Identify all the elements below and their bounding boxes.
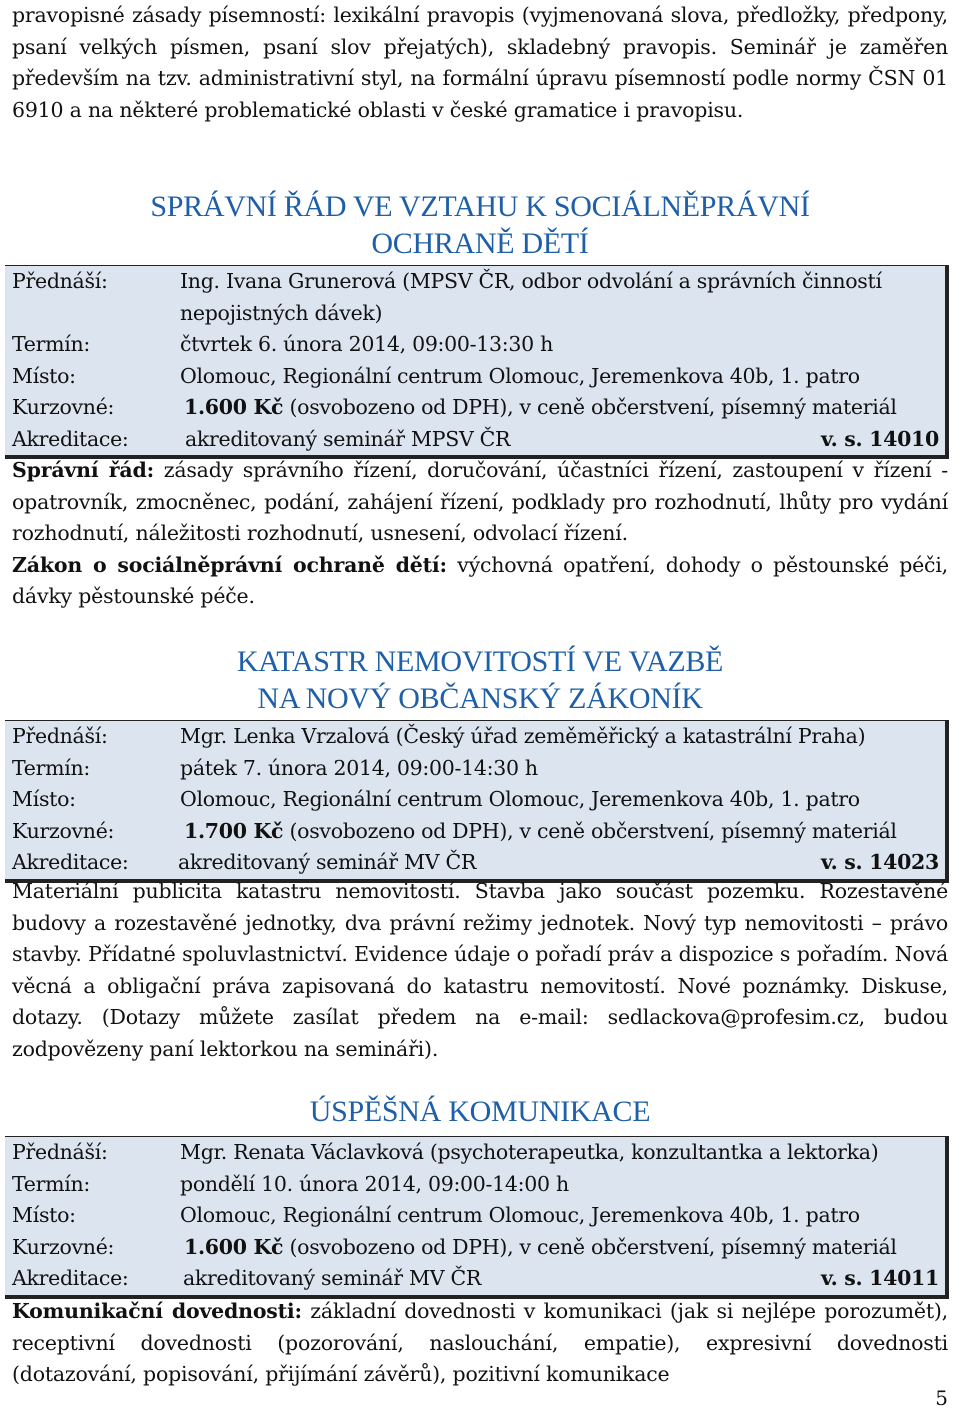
place-label: Místo: <box>12 363 76 388</box>
desc-text-zakon: výchovná opatření, dohody o pěstounské péči, dávky pěstounské péče. <box>12 552 948 608</box>
page-number: 5 <box>935 1386 948 1410</box>
place-value: Olomouc, Regionální centrum Olomouc, Jeremenkova 40b, 1. patro <box>180 787 860 811</box>
seminar3-fee-row <box>5 1232 945 1264</box>
date-value: pondělí 10. února 2014, 09:00-14:00 h <box>180 1171 569 1196</box>
seminar2-date-row <box>5 753 945 785</box>
accreditation-code: v. s. 14023 <box>821 850 939 874</box>
seminar3-description <box>12 1296 948 1391</box>
seminar1-date-row <box>5 329 945 361</box>
seminar1-description <box>12 455 948 613</box>
fee-value <box>184 816 897 848</box>
seminar2-title <box>0 643 960 717</box>
desc-text-spravni-rad: zásady správního řízení, doručování, účastníci řízení, zastoupení v řízení - opatrovník, zmocněnec, podání, zahájení řízení, podklady pro rozhodnutí, lhůty pro vydání rozhodnutí, náležitosti rozhodnutí, usnesení, odvolací řízení. <box>12 458 948 545</box>
accreditation-code: v. s. 14011 <box>821 1266 939 1290</box>
date-label: Termín: <box>12 1171 91 1196</box>
seminar3-place-row <box>5 1200 945 1232</box>
seminar1-infobox <box>5 265 949 459</box>
seminar2-place-row <box>5 784 945 816</box>
fee-label: Kurzovné: <box>12 395 115 419</box>
accreditation-label: Akreditace: <box>12 850 129 874</box>
date-label: Termín: <box>12 332 91 356</box>
seminar2-accreditation-row <box>5 847 945 879</box>
seminar3-title <box>0 1093 960 1130</box>
seminar3-date-row <box>5 1169 945 1201</box>
seminar2-title-line2: NA NOVÝ OBČANSKÝ ZÁKONÍK <box>257 682 703 715</box>
desc-text-komunikacni: základní dovednosti v komunikaci (jak si nejlépe porozumět), receptivní dovednosti (pozorování, naslouchání, empatie), expresivní dovednosti (dotazování, popisování, přijímání závěrů), pozitivní komunikace <box>12 1299 948 1386</box>
seminar3-title-line1: ÚSPĚŠNÁ KOMUNIKACE <box>309 1095 651 1128</box>
seminar3-infobox <box>5 1136 949 1299</box>
fee-amount: 1.700 Kč <box>184 818 284 843</box>
accreditation-value: akreditovaný seminář MV ČR <box>183 1266 481 1290</box>
seminar2-fee-row <box>5 816 945 848</box>
lecturer-label: Přednáší: <box>12 269 108 293</box>
place-label: Místo: <box>12 1203 76 1227</box>
accreditation-label: Akreditace: <box>12 426 129 451</box>
seminar1-accreditation-row <box>5 424 945 456</box>
seminar2-lecturer-row <box>5 721 945 753</box>
seminar1-title-line2: OCHRANĚ DĚTÍ <box>371 227 589 260</box>
seminar1-fee-row <box>5 392 945 424</box>
intro-paragraph <box>12 0 948 126</box>
date-label: Termín: <box>12 755 91 780</box>
seminar2-desc-text: Materiální publicita katastru nemovitostí. Stavba jako součást pozemku. Rozestavěné budovy a rozestavěné jednotky, dva právní režimy jednotek. Nový typ nemovitosti – právo stavby. Přídatné spoluvlastnictví. Evidence údaje o pořadí práv a dispozice s pořadím. Nová věcná a obligační práva zapisovaná do katastru nemovitostí. Nové poznámky. Diskuse, dotazy. (Dotazy můžete zasílat předem na e-mail: sedlackova@profesim.cz, budou zodpovězeny paní lektorkou na semináři). <box>12 879 948 1061</box>
intro-text: pravopisné zásady písemností: lexikální pravopis (vyjmenovaná slova, předložky, předpony, psaní velkých písmen, psaní slov přejatých), skladebný pravopis. Seminář je zaměřen především na tzv. administrativní styl, na formální úpravu písemností podle normy ČSN 01 6910 a na některé problematické oblasti v české gramatice i pravopisu. <box>12 3 948 122</box>
place-value: Olomouc, Regionální centrum Olomouc, Jeremenkova 40b, 1. patro <box>180 1203 860 1227</box>
seminar1-title-line1: SPRÁVNÍ ŘÁD VE VZTAHU K SOCIÁLNĚPRÁVNÍ <box>150 190 810 223</box>
lecturer-value: Mgr. Lenka Vrzalová (Český úřad zeměměřický a katastrální Praha) <box>180 724 866 748</box>
place-value: Olomouc, Regionální centrum Olomouc, Jeremenkova 40b, 1. patro <box>180 363 860 388</box>
place-label: Místo: <box>12 787 76 811</box>
accreditation-label: Akreditace: <box>12 1266 129 1290</box>
fee-details: (osvobozeno od DPH), v ceně občerstvení, písemný materiál <box>283 1234 897 1259</box>
seminar2-title-line1: KATASTR NEMOVITOSTÍ VE VAZBĚ <box>236 645 724 678</box>
fee-details: (osvobozeno od DPH), v ceně občerstvení, písemný materiál <box>283 395 897 419</box>
fee-label: Kurzovné: <box>12 818 115 843</box>
date-value: čtvrtek 6. února 2014, 09:00-13:30 h <box>180 332 553 356</box>
accreditation-code: v. s. 14010 <box>821 426 939 451</box>
fee-value <box>184 1232 897 1264</box>
fee-value <box>184 392 897 424</box>
seminar1-place-row <box>5 361 945 393</box>
fee-amount: 1.600 Kč <box>184 1234 284 1259</box>
fee-amount: 1.600 Kč <box>184 395 284 419</box>
fee-details: (osvobozeno od DPH), v ceně občerstvení, písemný materiál <box>283 818 897 843</box>
desc-heading-spravni-rad: Správní řád: <box>12 458 154 482</box>
date-value: pátek 7. února 2014, 09:00-14:30 h <box>180 755 538 780</box>
accreditation-value: akreditovaný seminář MV ČR <box>178 850 476 874</box>
lecturer-label: Přednáší: <box>12 724 108 748</box>
desc-heading-zakon: Zákon o sociálněprávní ochraně dětí: <box>12 552 447 577</box>
lecturer-value: Mgr. Renata Václavková (psychoterapeutka, konzultantka a lektorka) <box>180 1140 879 1164</box>
seminar1-lecturer-row <box>5 266 945 329</box>
lecturer-value: Ing. Ivana Grunerová (MPSV ČR, odbor odvolání a správních činností nepojistných dávek) <box>180 269 882 325</box>
seminar1-title <box>0 188 960 262</box>
lecturer-label: Přednáší: <box>12 1140 108 1164</box>
fee-label: Kurzovné: <box>12 1234 115 1259</box>
seminar3-accreditation-row <box>5 1263 945 1295</box>
accreditation-value: akreditovaný seminář MPSV ČR <box>185 426 511 451</box>
seminar2-infobox <box>5 720 949 883</box>
seminar3-lecturer-row <box>5 1137 945 1169</box>
desc-heading-komunikacni: Komunikační dovednosti: <box>12 1299 302 1323</box>
seminar2-description <box>12 876 948 1065</box>
